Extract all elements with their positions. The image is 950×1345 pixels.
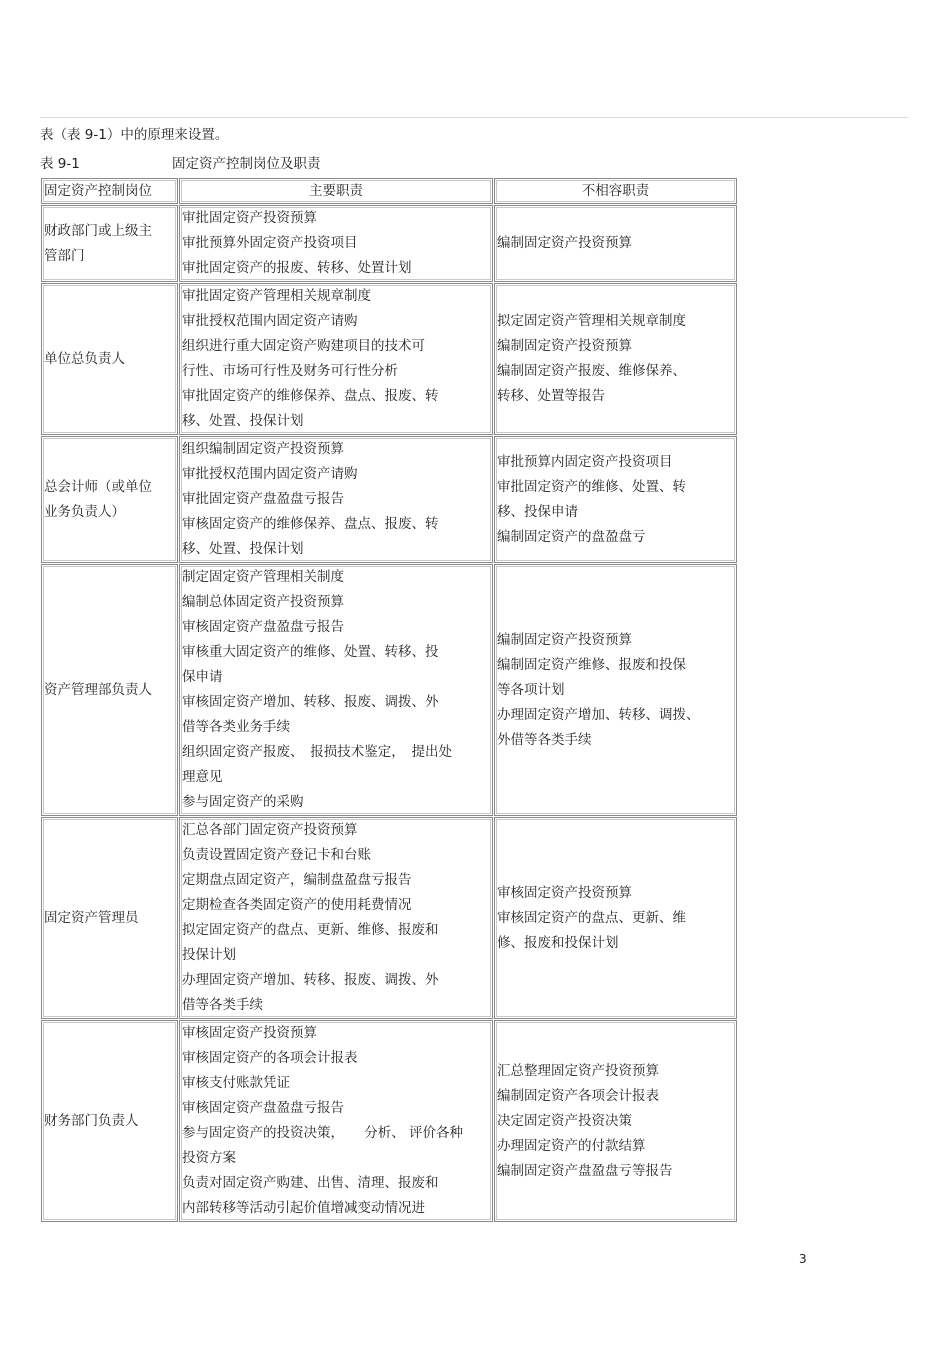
duties-cell-line: 审核固定资产增加、转移、报废、调拨、外 [182, 694, 439, 710]
duties-cell-line: 保申请 [182, 669, 223, 685]
table-body [41, 205, 738, 1223]
duties-cell-line: 组织进行重大固定资产购建项目的技术可 [182, 338, 425, 354]
table-row [41, 1020, 738, 1223]
duties-cell-line: 审核固定资产盘盈盘亏报告 [182, 1100, 344, 1116]
incompatible-cell-line: 移、投保申请 [497, 503, 578, 520]
table-row [41, 564, 738, 817]
duties-cell-line: 审核固定资产的各项会计报表 [182, 1050, 358, 1066]
incompatible-cell [494, 436, 737, 563]
duties-cell-line: 负责设置固定资产登记卡和台账 [182, 847, 371, 863]
position-cell-line: 管部门 [44, 247, 85, 264]
position-cell [41, 436, 178, 563]
duties-cell-line: 借等各类手续 [182, 997, 263, 1013]
table-row [41, 205, 738, 283]
duties-cell-line: 审核重大固定资产的维修、处置、转移、投 [182, 644, 439, 660]
duties-cell-line: 借等各类业务手续 [182, 719, 290, 735]
position-cell [41, 1020, 178, 1222]
position-cell [41, 205, 178, 282]
incompatible-cell-line: 决定固定资产投资决策 [497, 1112, 632, 1129]
table-caption-title: 固定资产控制岗位及职责 [172, 156, 321, 172]
incompatible-cell-line: 办理固定资产增加、转移、调拨、 [497, 706, 700, 723]
duties-cell-line: 投资方案 [182, 1150, 236, 1166]
incompatible-cell [494, 564, 737, 816]
duties-cell-line: 审批固定资产的报废、转移、处置计划 [182, 260, 412, 276]
incompatible-cell-line: 审批预算内固定资产投资项目 [497, 453, 673, 470]
duties-cell-line: 编制总体固定资产投资预算 [182, 594, 344, 610]
position-cell [41, 564, 178, 816]
position-cell-line: 财务部门负责人 [44, 1112, 139, 1129]
duties-cell-line: 理意见 [182, 769, 223, 785]
duties-cell-line: 审核固定资产投资预算 [182, 1025, 317, 1041]
position-cell-line: 固定资产管理员 [44, 909, 139, 926]
duties-cell-line: 审批授权范围内固定资产请购 [182, 313, 358, 329]
header-position: 固定资产控制岗位 [41, 178, 178, 204]
duties-cell-line: 审核支付账款凭证 [182, 1075, 290, 1091]
incompatible-cell-line: 外借等各类手续 [497, 731, 592, 748]
page-number: 3 [799, 1252, 807, 1266]
duties-cell [179, 436, 493, 563]
duties-cell-line: 审批固定资产管理相关规章制度 [182, 288, 371, 304]
incompatible-cell-line: 审批固定资产的维修、处置、转 [497, 478, 686, 495]
incompatible-cell-line: 等各项计划 [497, 681, 565, 698]
incompatible-cell-line: 编制固定资产投资预算 [497, 338, 632, 354]
duties-cell-line: 组织编制固定资产投资预算 [182, 441, 344, 457]
duties-cell [179, 205, 493, 282]
duties-cell-line: 审核固定资产盘盈盘亏报告 [182, 619, 344, 635]
incompatible-cell-line: 审核固定资产投资预算 [497, 884, 632, 901]
table-row [41, 436, 738, 564]
duties-cell [179, 1020, 493, 1222]
duties-cell [179, 564, 493, 816]
duties-cell-line: 定期盘点固定资产，编制盘盈盘亏报告 [182, 872, 412, 888]
duties-cell-line: 审批固定资产盘盈盘亏报告 [182, 491, 344, 507]
top-rule [40, 117, 908, 118]
duties-cell-line: 行性、市场可行性及财务可行性分析 [182, 363, 398, 379]
duties-cell-line: 汇总各部门固定资产投资预算 [182, 822, 358, 838]
table-header-row [41, 178, 738, 205]
incompatible-cell [494, 205, 737, 282]
duties-cell-line: 负责对固定资产购建、出售、清理、报废和 [182, 1175, 439, 1191]
duties-cell-line: 审核固定资产的维修保养、盘点、报废、转 [182, 516, 439, 532]
duties-cell [179, 283, 493, 435]
duties-cell-line: 定期检查各类固定资产的使用耗费情况 [182, 897, 412, 913]
intro-text: 表（表 9-1）中的原理来设置。 [40, 127, 229, 143]
incompatible-cell-line: 编制固定资产的盘盈盘亏 [497, 528, 646, 545]
incompatible-cell-line: 编制固定资产报废、维修保养、 [497, 363, 686, 379]
incompatible-cell [494, 817, 737, 1019]
duties-cell-line: 参与固定资产的采购 [182, 794, 304, 810]
incompatible-cell-line: 拟定固定资产管理相关规章制度 [497, 313, 686, 329]
duties-cell [179, 817, 493, 1019]
duties-cell-line: 参与固定资产的投资决策， 分析、 评价各种 [182, 1125, 464, 1141]
incompatible-cell-line: 办理固定资产的付款结算 [497, 1137, 646, 1154]
duties-cell-line: 移、处置、投保计划 [182, 541, 304, 557]
incompatible-cell-line: 修、报废和投保计划 [497, 934, 619, 951]
position-cell-line: 总会计师（或单位 [44, 478, 152, 495]
duties-cell-line: 审批固定资产投资预算 [182, 210, 317, 226]
header-duties: 主要职责 [179, 178, 493, 204]
duties-cell-line: 审批预算外固定资产投资项目 [182, 235, 358, 251]
duties-cell-line: 内部转移等活动引起价值增减变动情况进 [182, 1200, 425, 1216]
duties-cell-line: 移、处置、投保计划 [182, 413, 304, 429]
incompatible-cell-line: 编制固定资产维修、报废和投保 [497, 656, 686, 673]
incompatible-cell-line: 审核固定资产的盘点、更新、维 [497, 909, 686, 926]
duties-cell-line: 审批固定资产的维修保养、盘点、报废、转 [182, 388, 439, 404]
position-cell-line: 资产管理部负责人 [44, 681, 152, 698]
duties-table [41, 178, 738, 1223]
incompatible-cell [494, 1020, 737, 1222]
incompatible-cell-line: 编制固定资产盘盈盘亏等报告 [497, 1162, 673, 1179]
incompatible-cell-line: 转移、处置等报告 [497, 388, 605, 404]
duties-cell-line: 组织固定资产报废、 报损技术鉴定， 提出处 [182, 744, 452, 760]
duties-cell-line: 拟定固定资产的盘点、更新、维修、报废和 [182, 922, 439, 938]
position-cell [41, 283, 178, 435]
incompatible-cell-line: 编制固定资产投资预算 [497, 631, 632, 648]
position-cell-line: 单位总负责人 [44, 350, 125, 367]
table-row [41, 283, 738, 436]
position-cell-line: 财政部门或上级主 [44, 222, 152, 239]
incompatible-cell-line: 编制固定资产各项会计报表 [497, 1087, 659, 1104]
incompatible-cell-line: 汇总整理固定资产投资预算 [497, 1062, 659, 1079]
table-caption-number: 表 9-1 [40, 156, 80, 172]
duties-cell-line: 审批授权范围内固定资产请购 [182, 466, 358, 482]
duties-cell-line: 办理固定资产增加、转移、报废、调拨、外 [182, 972, 439, 988]
position-cell-line: 业务负责人） [44, 503, 125, 520]
position-cell [41, 817, 178, 1019]
duties-cell-line: 制定固定资产管理相关制度 [182, 569, 344, 585]
incompatible-cell [494, 283, 737, 435]
duties-cell-line: 投保计划 [182, 947, 236, 963]
incompatible-cell-line: 编制固定资产投资预算 [497, 235, 632, 251]
table-row [41, 817, 738, 1020]
header-incompatible: 不相容职责 [494, 178, 737, 204]
